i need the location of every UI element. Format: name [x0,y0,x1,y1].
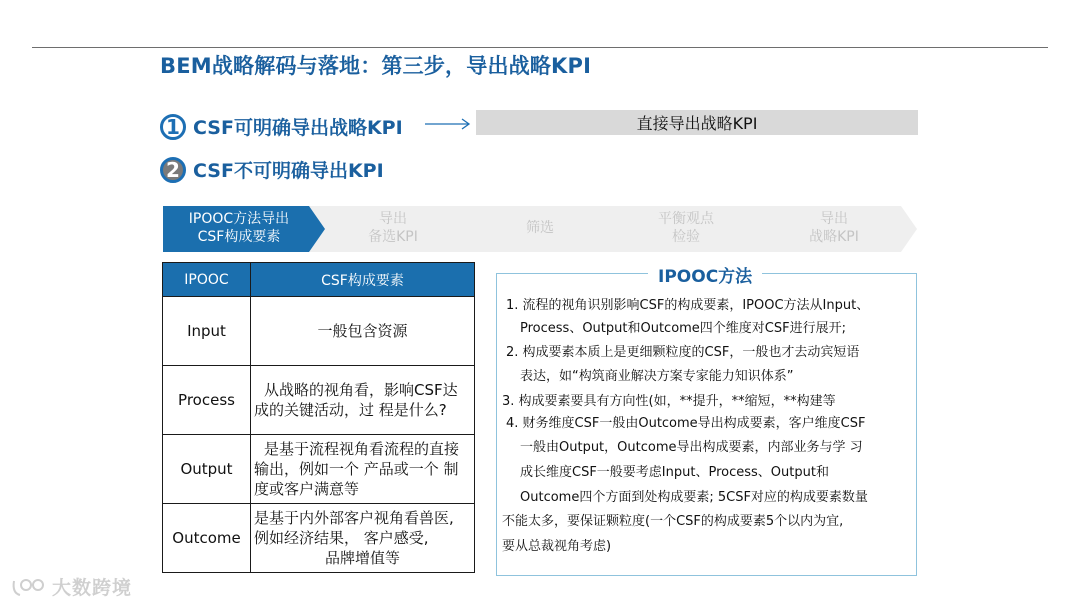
row-desc: 从战略的视角看，影响CSF达 成的关键活动，过 程是什么? [251,366,475,435]
method-line: 表达，如“构筑商业解决方案专家能力知识体系” [520,369,794,384]
row-name: Output [163,435,251,504]
row-name: Outcome [163,504,251,573]
step-2-label: 导出 备选KPI [368,211,418,245]
number-two-icon: 2 [160,157,186,183]
header-ipooc: IPOOC [163,263,251,297]
table-header-row [163,263,475,297]
page-title: BEM战略解码与落地：第三步，导出战略KPI [160,54,592,78]
direct-kpi-bar: 直接导出战略KPI [476,110,918,135]
method-line: 要从总裁视角考虑) [502,539,612,554]
method-line: 3. 构成要素要具有方向性(如，**提升，**缩短，**构建等 [502,394,836,409]
table-row [163,504,475,573]
table-row [163,297,475,366]
step-4-label: 平衡观点 检验 [658,211,714,245]
row-desc: 是基于流程视角看流程的直接 输出，例如一个 产品或一个 制 度或客户满意等 [251,435,475,504]
option-2 [160,156,384,183]
step-5-label: 导出 战略KPI [809,211,859,245]
row-name: Process [163,366,251,435]
option-2-label: CSF不可明确导出KPI [193,160,384,182]
top-divider [32,47,1048,48]
right-arrow-icon [424,117,474,131]
number-one-icon: 1 [160,114,186,140]
method-line: 一般由Output，Outcome导出构成要素，内部业务与学 习 [520,440,863,455]
logo-icon [10,575,48,599]
method-line: 不能太多，要保证颗粒度(一个CSF的构成要素5个以内为宜, [502,514,844,529]
method-line: Process、Output和Outcome四个维度对CSF进行展开; [520,321,846,336]
table-row [163,435,475,504]
method-line: 成长维度CSF一般要考虑Input、Process、Output和 [520,465,829,480]
step-1-label: IPOOC方法导出 CSF构成要素 [188,211,290,245]
method-line: Outcome四个方面到处构成要素; 5CSF对应的构成要素数量 [520,490,868,505]
table-row [163,366,475,435]
header-csf: CSF构成要素 [251,263,475,297]
csf-table [162,262,475,573]
row-desc: 一般包含资源 [251,297,475,366]
step-3-label: 筛选 [526,220,554,236]
method-title: IPOOC方法 [648,262,762,287]
method-line: 1. 流程的视角识别影响CSF的构成要素，IPOOC方法从Input、 [506,298,870,313]
option-1 [160,113,403,140]
option-1-label: CSF可明确导出战略KPI [193,117,403,139]
watermark-text: 大数跨境 [52,577,133,599]
method-line: 2. 构成要素本质上是更细颗粒度的CSF，一般也才去动宾短语 [506,345,860,360]
row-name: Input [163,297,251,366]
watermark-logo [10,573,132,600]
method-line: 4. 财务维度CSF一般由Outcome导出构成要素，客户维度CSF [506,416,866,431]
row-desc: 是基于内外部客户视角看兽医, 例如经济结果， 客户感受, 品牌增值等 [251,504,475,573]
